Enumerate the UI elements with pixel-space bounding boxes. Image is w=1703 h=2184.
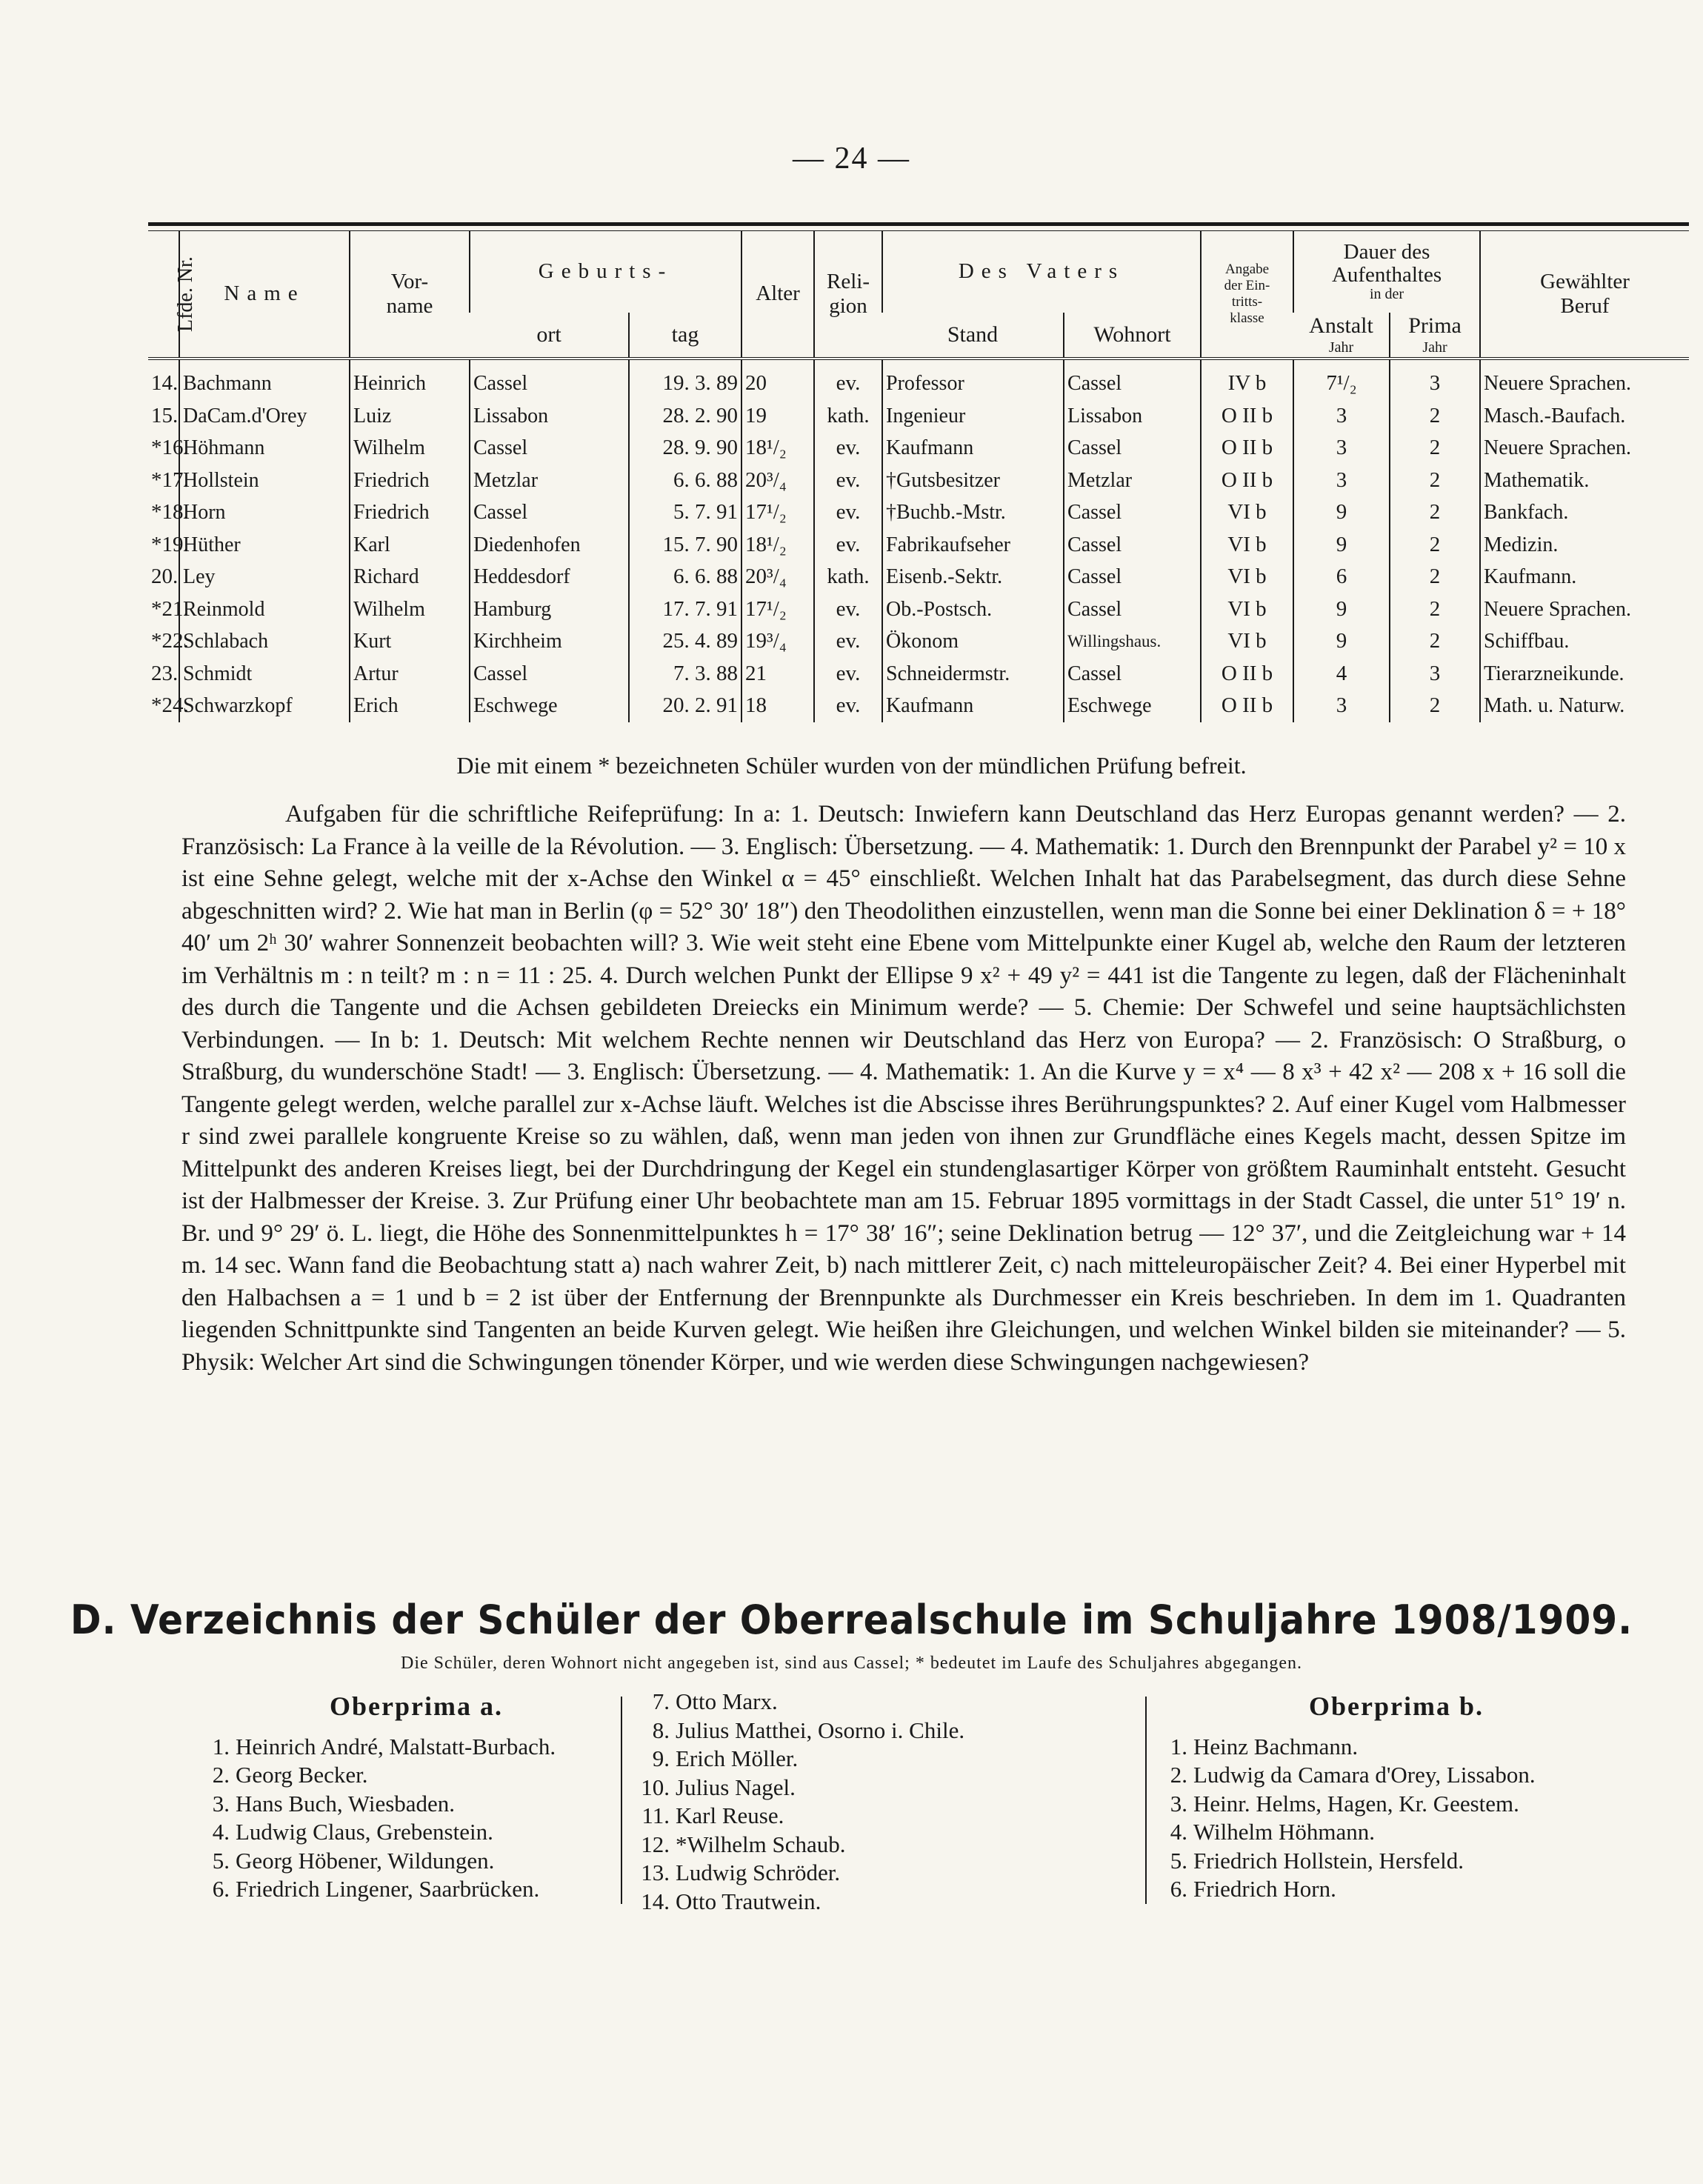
- cell-vorname: Kurt: [350, 625, 470, 658]
- student-list-item: [634, 1802, 1123, 1831]
- cell-name: DaCam.d'Orey: [179, 400, 350, 433]
- header-prima-jahr: Jahr: [1422, 339, 1447, 356]
- table-row: [148, 496, 1689, 529]
- cell-alter: 17¹/₂: [741, 593, 814, 626]
- table-row: [148, 529, 1689, 562]
- cell-rel: ev.: [814, 593, 882, 626]
- cell-prima: 2: [1390, 593, 1480, 626]
- student-list-item: [194, 1875, 639, 1904]
- cell-prima: 2: [1390, 690, 1480, 722]
- student-name: Georg Höbener, Wildungen.: [236, 1847, 495, 1874]
- cell-nr: 15.: [151, 403, 179, 427]
- oberprima-a-list-1: [194, 1733, 639, 1904]
- student-name: Friedrich Lingener, Saarbrücken.: [236, 1876, 540, 1902]
- cell-name: Bachmann: [179, 359, 350, 400]
- student-list-item: [1152, 1847, 1641, 1876]
- cell-ort: Cassel: [470, 658, 629, 690]
- column-divider-2: [1145, 1697, 1147, 1904]
- cell-beruf: Schiffbau.: [1480, 625, 1689, 658]
- oberprima-a-list-2: [634, 1688, 1123, 1916]
- cell-tag: 6. 6. 88: [629, 561, 741, 593]
- cell-tag: 25. 4. 89: [629, 625, 741, 658]
- student-list-item: [194, 1818, 639, 1847]
- cell-wohnort: Cassel: [1064, 658, 1201, 690]
- student-list-item: [1152, 1761, 1641, 1790]
- student-number: 11.: [641, 1802, 670, 1828]
- header-tag: tag: [629, 313, 741, 359]
- student-number: 5.: [212, 1847, 230, 1874]
- student-name: Karl Reuse.: [676, 1802, 784, 1828]
- cell-name: Hüther: [179, 529, 350, 562]
- cell-klasse: O II b: [1201, 465, 1293, 497]
- student-list-item: [1152, 1875, 1641, 1904]
- student-name: Friedrich Horn.: [1193, 1876, 1336, 1902]
- cell-name: Schmidt: [179, 658, 350, 690]
- cell-alter: 21: [741, 658, 814, 690]
- cell-vorname: Richard: [350, 561, 470, 593]
- student-name: Friedrich Hollstein, Hersfeld.: [1193, 1847, 1464, 1874]
- cell-nr: *19.: [151, 532, 189, 556]
- cell-name: Ley: [179, 561, 350, 593]
- student-number: 2.: [1170, 1762, 1187, 1788]
- cell-rel: ev.: [814, 690, 882, 722]
- cell-vorname: Friedrich: [350, 496, 470, 529]
- cell-wohnort: Cassel: [1064, 593, 1201, 626]
- header-stand: Stand: [947, 322, 999, 347]
- cell-stand: Kaufmann: [882, 690, 1064, 722]
- cell-klasse: O II b: [1201, 400, 1293, 433]
- cell-ort: Eschwege: [470, 690, 629, 722]
- student-name: *Wilhelm Schaub.: [676, 1831, 846, 1857]
- cell-tag: 5. 7. 91: [629, 496, 741, 529]
- cell-nr: *18.: [151, 500, 189, 524]
- cell-beruf: Neuere Sprachen.: [1480, 432, 1689, 465]
- cell-name: Reinmold: [179, 593, 350, 626]
- cell-rel: ev.: [814, 465, 882, 497]
- cell-stand: †Buchb.-Mstr.: [882, 496, 1064, 529]
- student-name: Wilhelm Höhmann.: [1193, 1819, 1375, 1845]
- cell-name: Horn: [179, 496, 350, 529]
- table-row: [148, 432, 1689, 465]
- oberprima-b-title: Oberprima b.: [1309, 1691, 1484, 1721]
- header-beruf: Gewählter Beruf: [1480, 231, 1689, 359]
- cell-beruf: Mathematik.: [1480, 465, 1689, 497]
- cell-beruf: Tierarzneikunde.: [1480, 658, 1689, 690]
- table-top-rule: [148, 222, 1689, 226]
- student-number: 7.: [652, 1688, 670, 1714]
- cell-stand: Schneidermstr.: [882, 658, 1064, 690]
- header-eintrittsklasse: Angabe der Ein- tritts- klasse: [1201, 231, 1293, 359]
- cell-anstalt: 3: [1293, 465, 1390, 497]
- cell-wohnort: Eschwege: [1064, 690, 1201, 722]
- cell-anstalt: 9: [1293, 529, 1390, 562]
- student-list-item: [1152, 1818, 1641, 1847]
- student-name: Ludwig da Camara d'Orey, Lissabon.: [1193, 1762, 1536, 1788]
- student-name: Georg Becker.: [236, 1762, 368, 1788]
- cell-ort: Heddesdorf: [470, 561, 629, 593]
- section-d-note: Die Schüler, deren Wohnort nicht angegeben ist, sind aus Cassel; * bedeutet im Laufe des Schuljahres abgegangen.: [400, 1654, 1303, 1673]
- cell-vorname: Friedrich: [350, 465, 470, 497]
- student-table-section: [148, 222, 1689, 722]
- cell-rel: kath.: [814, 561, 882, 593]
- cell-tag: 19. 3. 89: [629, 359, 741, 400]
- cell-ort: Cassel: [470, 496, 629, 529]
- cell-rel: ev.: [814, 625, 882, 658]
- cell-vorname: Luiz: [350, 400, 470, 433]
- table-body: [148, 359, 1689, 722]
- cell-tag: 7. 3. 88: [629, 658, 741, 690]
- cell-beruf: Math. u. Naturw.: [1480, 690, 1689, 722]
- cell-rel: ev.: [814, 658, 882, 690]
- cell-stand: Ingenieur: [882, 400, 1064, 433]
- cell-stand: Ökonom: [882, 625, 1064, 658]
- header-wohnort: Wohnort: [1064, 313, 1201, 359]
- cell-nr: 23.: [151, 661, 179, 685]
- cell-stand: Ob.-Postsch.: [882, 593, 1064, 626]
- student-list-item: [634, 1717, 1123, 1745]
- cell-beruf: Medizin.: [1480, 529, 1689, 562]
- student-number: 4.: [212, 1819, 230, 1845]
- oberprima-a-col2: [634, 1688, 1123, 1916]
- student-name: Julius Matthei, Osorno i. Chile.: [676, 1717, 965, 1743]
- cell-stand: Professor: [882, 359, 1064, 400]
- cell-alter: 19³/₄: [741, 625, 814, 658]
- cell-klasse: VI b: [1201, 625, 1293, 658]
- cell-anstalt: 7¹/₂: [1293, 359, 1390, 400]
- cell-klasse: VI b: [1201, 496, 1293, 529]
- header-name: Name: [179, 231, 350, 359]
- student-list-item: [634, 1859, 1123, 1888]
- header-anstalt-label: Anstalt: [1309, 313, 1373, 339]
- cell-alter: 20³/₄: [741, 561, 814, 593]
- cell-name: Höhmann: [179, 432, 350, 465]
- student-number: 9.: [652, 1745, 670, 1771]
- cell-wohnort: Cassel: [1064, 496, 1201, 529]
- cell-vorname: Karl: [350, 529, 470, 562]
- cell-name: Schlabach: [179, 625, 350, 658]
- student-number: 6.: [212, 1876, 230, 1902]
- cell-nr: *24.: [151, 693, 189, 717]
- section-d-heading: D. Verzeichnis der Schüler der Oberrealschule im Schuljahre 1908/1909.: [70, 1597, 1633, 1643]
- student-number: 13.: [641, 1860, 670, 1885]
- oberprima-a-col1: [194, 1692, 639, 1904]
- student-list-item: [634, 1888, 1123, 1917]
- student-list-item: [1152, 1733, 1641, 1762]
- table-row: [148, 690, 1689, 722]
- cell-beruf: Kaufmann.: [1480, 561, 1689, 593]
- cell-tag: 20. 2. 91: [629, 690, 741, 722]
- cell-vorname: Erich: [350, 690, 470, 722]
- header-lfd-nr: Lfde. Nr.: [173, 256, 197, 333]
- cell-stand: Fabrikaufseher: [882, 529, 1064, 562]
- header-dauer-label: Dauer des Aufenthaltes: [1331, 240, 1442, 287]
- cell-prima: 2: [1390, 432, 1480, 465]
- header-des-vaters: Des Vaters: [882, 231, 1201, 313]
- table-row: [148, 625, 1689, 658]
- cell-ort: Cassel: [470, 359, 629, 400]
- cell-alter: 18¹/₂: [741, 529, 814, 562]
- cell-rel: ev.: [814, 496, 882, 529]
- student-list-item: [634, 1745, 1123, 1774]
- header-vorname: Vor- name: [350, 231, 470, 359]
- cell-prima: 2: [1390, 496, 1480, 529]
- column-divider-1: [621, 1697, 622, 1904]
- student-number: 3.: [1170, 1790, 1187, 1817]
- cell-beruf: Neuere Sprachen.: [1480, 359, 1689, 400]
- cell-alter: 17¹/₂: [741, 496, 814, 529]
- student-number: 14.: [641, 1888, 670, 1914]
- cell-stand: Eisenb.-Sektr.: [882, 561, 1064, 593]
- header-dauer: [1293, 231, 1480, 313]
- cell-stand: †Gutsbesitzer: [882, 465, 1064, 497]
- student-name: Hans Buch, Wiesbaden.: [236, 1790, 456, 1817]
- cell-tag: 28. 9. 90: [629, 432, 741, 465]
- student-name: Julius Nagel.: [676, 1774, 796, 1800]
- oberprima-a-title: Oberprima a.: [330, 1691, 503, 1721]
- cell-prima: 2: [1390, 465, 1480, 497]
- cell-rel: ev.: [814, 529, 882, 562]
- cell-nr: 14.: [151, 371, 179, 395]
- cell-klasse: O II b: [1201, 690, 1293, 722]
- student-list-item: [1152, 1790, 1641, 1819]
- cell-ort: Diedenhofen: [470, 529, 629, 562]
- student-name: Heinz Bachmann.: [1193, 1733, 1359, 1759]
- cell-tag: 28. 2. 90: [629, 400, 741, 433]
- cell-prima: 2: [1390, 529, 1480, 562]
- cell-anstalt: 4: [1293, 658, 1390, 690]
- cell-wohnort: Metzlar: [1064, 465, 1201, 497]
- cell-alter: 20³/₄: [741, 465, 814, 497]
- table-row: [148, 593, 1689, 626]
- cell-rel: kath.: [814, 400, 882, 433]
- header-geburts: Geburts-: [470, 231, 741, 313]
- header-anstalt: [1293, 313, 1390, 359]
- header-prima: [1390, 313, 1480, 359]
- cell-anstalt: 9: [1293, 496, 1390, 529]
- cell-anstalt: 3: [1293, 432, 1390, 465]
- cell-prima: 2: [1390, 400, 1480, 433]
- cell-beruf: Neuere Sprachen.: [1480, 593, 1689, 626]
- cell-anstalt: 9: [1293, 593, 1390, 626]
- cell-prima: 2: [1390, 625, 1480, 658]
- aufgaben-paragraph: Aufgaben für die schriftliche Reifeprüfung: In a: 1. Deutsch: Inwiefern kann Deutschland das Herz Europas genannt werden? — 2. Französisch: La France à la veille de la Révolution. — 3. Englisch: Übersetzung. — 4. Mathematik: 1. Durch den Brennpunkt der Parabel y² = 10 x ist eine Sehne gelegt, welche mit der x-Achse den Winkel α = 45° einschließt. Welchen Inhalt hat das Parabelsegment, das durch diese Sehne abgeschnitten wird? 2. Wie hat man in Berlin (φ = 52° 30′ 18″) den Theodolithen einzustellen, wenn man die Sonne bei einer Deklination δ = + 18° 40′ um 2ʰ 30′ wahrer Sonnenzeit beobachten will? 3. Wie weit steht eine Ebene vom Mittelpunkte einer Kugel ab, welche den Raum der letzteren im Verhältnis m : n teilt? m : n = 11 : 25. 4. Durch welchen Punkt der Ellipse 9 x² + 49 y² = 441 ist die Tangente zu legen, daß der Flächeninhalt des durch die Tangente und die Achsen gebildeten Dreiecks ein Minimum werde? — 5. Chemie: Der Schwefel und seine hauptsächlichsten Verbindungen. — In b: 1. Deutsch: Mit welchem Rechte nennen wir Deutschland das Herz von Europa? — 2. Französisch: O Straßburg, o Straßburg, du wunderschöne Stadt! — 3. Englisch: Übersetzung. — 4. Mathematik: 1. An die Kurve y = x⁴ — 8 x³ + 42 x² — 208 x + 16 soll die Tangente gelegt werden, welche parallel zur x-Achse läuft. Welches ist die Abscisse ihres Berührungspunktes? 2. Auf einer Kugel vom Halbmesser r sind zwei parallele kongruente Kreise so zu wählen, daß, wenn man jeden von ihnen zur Grundfläche eines Kegels macht, dessen Spitze im Mittelpunkt des anderen Kreises liegt, bei der Durchdringung der Kegel ein stundenglasartiger Körper von größtem Rauminhalt entsteht. Gesucht ist der Halbmesser der Kreise. 3. Zur Prüfung einer Uhr beobachtete man am 15. Februar 1895 vormittags in der Stadt Cassel, die unter 51° 19′ n. Br. und 9° 29′ ö. L. liegt, die Höhe des Sonnenmittelpunktes h = 17° 38′ 16″; seine Deklination betrug — 12° 37′, und die Zeitgleichung war + 14 m. 14 sec. Wann fand die Beobachtung statt a) nach wahrer Zeit, b) nach mittlerer Zeit, c) nach mitteleuropäischer Zeit? 4. Bei einer Hyperbel mit den Halbachsen a = 1 und b = 2 ist über der Entfernung der Brennpunkte als Durchmesser ein Kreis beschrieben. In dem im 1. Quadranten liegenden Schnittpunkte sind Tangenten an beide Kurven gelegt. Wie heißen ihre Gleichungen, und welchen Winkel bilden sie miteinander? — 5. Physik: Welcher Art sind die Schwingungen tönender Körper, und wie werden diese Schwingungen nachgewiesen?: [181, 801, 1626, 1376]
- student-number: 2.: [212, 1762, 230, 1788]
- student-number: 12.: [641, 1831, 670, 1857]
- cell-ort: Metzlar: [470, 465, 629, 497]
- cell-tag: 15. 7. 90: [629, 529, 741, 562]
- student-name: Ludwig Claus, Grebenstein.: [236, 1819, 493, 1845]
- cell-anstalt: 6: [1293, 561, 1390, 593]
- cell-wohnort: Lissabon: [1064, 400, 1201, 433]
- student-name: Otto Trautwein.: [676, 1888, 821, 1914]
- cell-klasse: O II b: [1201, 658, 1293, 690]
- page-number: — 24 —: [793, 142, 910, 176]
- cell-rel: ev.: [814, 432, 882, 465]
- header-ort: ort: [536, 322, 561, 347]
- cell-anstalt: 3: [1293, 690, 1390, 722]
- table-row: [148, 359, 1689, 400]
- student-number: 5.: [1170, 1847, 1187, 1874]
- cell-klasse: VI b: [1201, 593, 1293, 626]
- cell-ort: Cassel: [470, 432, 629, 465]
- student-list-item: [194, 1761, 639, 1790]
- cell-prima: 2: [1390, 561, 1480, 593]
- student-list-item: [634, 1688, 1123, 1717]
- student-number: 6.: [1170, 1876, 1187, 1902]
- cell-wohnort: Cassel: [1064, 359, 1201, 400]
- oberprima-b-col: [1152, 1692, 1641, 1904]
- cell-beruf: Masch.-Baufach.: [1480, 400, 1689, 433]
- cell-nr: *21.: [151, 596, 189, 621]
- cell-anstalt: 9: [1293, 625, 1390, 658]
- cell-klasse: VI b: [1201, 561, 1293, 593]
- abiturienten-table: [148, 231, 1689, 722]
- cell-wohnort: Cassel: [1064, 529, 1201, 562]
- student-number: 1.: [1170, 1733, 1187, 1759]
- student-list-item: [194, 1847, 639, 1876]
- header-prima-label: Prima: [1408, 313, 1462, 339]
- student-number: 4.: [1170, 1819, 1187, 1845]
- student-name: Heinr. Helms, Hagen, Kr. Geestem.: [1193, 1790, 1519, 1817]
- student-name: Otto Marx.: [676, 1688, 778, 1714]
- cell-alter: 18¹/₂: [741, 432, 814, 465]
- cell-wohnort: Cassel: [1064, 432, 1201, 465]
- cell-nr: *17.: [151, 467, 189, 492]
- student-name: Erich Möller.: [676, 1745, 799, 1771]
- cell-vorname: Wilhelm: [350, 432, 470, 465]
- student-number: 1.: [212, 1733, 230, 1759]
- cell-alter: 20: [741, 359, 814, 400]
- student-number: 10.: [641, 1774, 670, 1800]
- cell-rel: ev.: [814, 359, 882, 400]
- cell-ort: Lissabon: [470, 400, 629, 433]
- header-religion: Reli- gion: [814, 231, 882, 359]
- header-in-der: in der: [1369, 285, 1404, 302]
- cell-stand: Kaufmann: [882, 432, 1064, 465]
- cell-klasse: IV b: [1201, 359, 1293, 400]
- cell-nr: 20.: [151, 565, 179, 588]
- cell-nr: *22.: [151, 629, 189, 653]
- cell-anstalt: 3: [1293, 400, 1390, 433]
- cell-nr: *16.: [151, 436, 189, 459]
- cell-vorname: Heinrich: [350, 359, 470, 400]
- cell-name: Schwarzkopf: [179, 690, 350, 722]
- table-row: [148, 658, 1689, 690]
- table-row: [148, 561, 1689, 593]
- cell-vorname: Wilhelm: [350, 593, 470, 626]
- cell-alter: 18: [741, 690, 814, 722]
- header-anstalt-jahr: Jahr: [1328, 339, 1354, 356]
- cell-vorname: Artur: [350, 658, 470, 690]
- cell-tag: 17. 7. 91: [629, 593, 741, 626]
- student-list-item: [634, 1831, 1123, 1860]
- student-number: 3.: [212, 1790, 230, 1817]
- student-list-item: [194, 1790, 639, 1819]
- aufgaben-text: [181, 799, 1626, 1379]
- cell-tag: 6. 6. 88: [629, 465, 741, 497]
- cell-name: Hollstein: [179, 465, 350, 497]
- cell-wohnort: Cassel: [1064, 561, 1201, 593]
- cell-ort: Hamburg: [470, 593, 629, 626]
- student-name: Ludwig Schröder.: [676, 1860, 841, 1885]
- cell-klasse: VI b: [1201, 529, 1293, 562]
- table-footnote: Die mit einem * bezeichneten Schüler wurden von der mündlichen Prüfung befreit.: [456, 752, 1247, 779]
- header-alter: Alter: [741, 231, 814, 359]
- table-row: [148, 465, 1689, 497]
- student-list-item: [634, 1774, 1123, 1802]
- cell-alter: 19: [741, 400, 814, 433]
- cell-ort: Kirchheim: [470, 625, 629, 658]
- cell-beruf: Bankfach.: [1480, 496, 1689, 529]
- student-list-item: [194, 1733, 639, 1762]
- table-row: [148, 400, 1689, 433]
- student-name: Heinrich André, Malstatt-Burbach.: [236, 1733, 556, 1759]
- cell-klasse: O II b: [1201, 432, 1293, 465]
- student-number: 8.: [652, 1717, 670, 1743]
- cell-prima: 3: [1390, 359, 1480, 400]
- cell-prima: 3: [1390, 658, 1480, 690]
- cell-wohnort: Willingshaus.: [1064, 625, 1201, 658]
- oberprima-b-list: [1152, 1733, 1641, 1904]
